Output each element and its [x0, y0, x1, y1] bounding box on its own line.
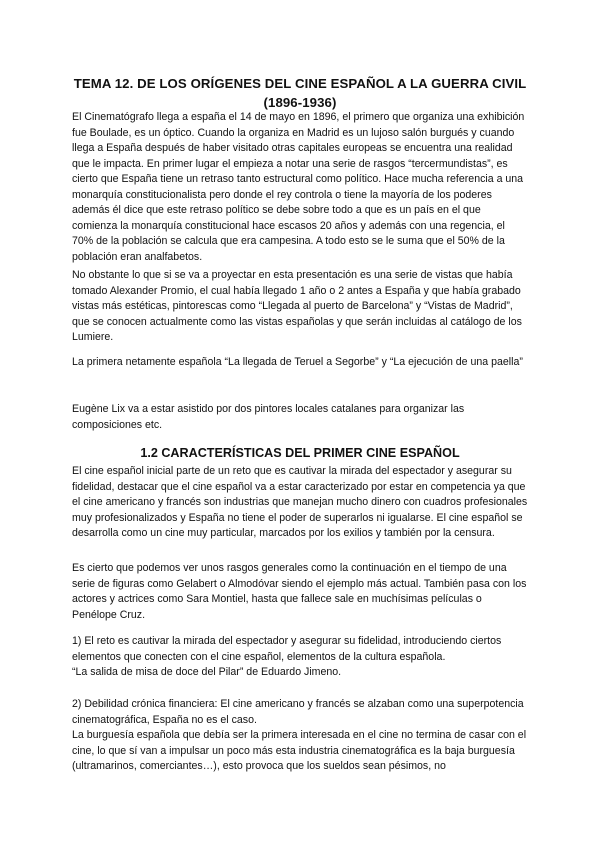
paragraph-burguesia: La burguesía española que debía ser la primera interesada en el cine no termina de casar con el cine, lo que sí van a impulsar un poco más esta industria cinematográfica es la baja burguesía (ultramarinos, comerciantes…), esto provoca que los sueldos sean pésimos, no	[72, 729, 527, 772]
section-heading: 1.2 CARACTERÍSTICAS DEL PRIMER CINE ESPAÑOL	[140, 446, 460, 460]
paragraph-reto: El cine español inicial parte de un reto que es cautivar la mirada del espectador y asegurar su fidelidad, destacar que el cine español va a estar caracterizado por estar en competencia ya que el cine americano y francés son industrias que manejan mucho dinero con cuadros profesionales muy profesionalizados y España no tiene el poder de superarlos ni igualarse. El cine español se desarrolla como un cine muy particular, marcados por los exilios y también por la censura.	[72, 465, 528, 539]
paragraph-intro: El Cinematógrafo llega a españa el 14 de mayo en 1896, el primero que organiza una exhibición fue Boulade, es un óptico. Cuando la organiza en Madrid es un lujoso salón burgués y cuando llega a España después de haber visitado otras capitales europeas se encuentra una realidad que le impacta. En primer lugar el empieza a notar una serie de rasgos “tercermundistas”, es cierto que España tiene un retraso tanto estructural como político. Hace mucha referencia a una monarquía constitucionalista pero donde el rey controla o tiene la mayoría de los poderes además él dice que este retraso político se debe sobre todo a que es un país en el que comienza la monarquía constitucional hace escasos 20 años y además con una regencia, el 70% de la población se calcula que era campesina. A todo esto se le suma que el 50% de la población eran analfabetos.	[72, 111, 525, 263]
paragraph-point-2: 2) Debilidad crónica financiera: El cine americano y francés se alzaban como una superpotencia cinematográfica, España no es el caso.	[72, 698, 524, 726]
page-title: TEMA 12. DE LOS ORÍGENES DEL CINE ESPAÑOL A LA GUERRA CIVIL (1896-1936)	[73, 76, 527, 110]
paragraph-promio: No obstante lo que si se va a proyectar en esta presentación es una serie de vistas que había tomado Alexander Promio, el cual había llegado 1 año o 2 antes a España y que había grabado vistas más estéticas, pintorescas como “Llegada al puerto de Barcelona” y “Vistas de Madrid”, que se conocen actualmente como las vistas españolas y que serán incluidas al catálogo de los Lumiere.	[72, 269, 522, 343]
paragraph-point-1: 1) El reto es cautivar la mirada del espectador y asegurar su fidelidad, introduciendo ciertos elementos que conecten con el cine español, elementos de la cultura española.	[72, 635, 502, 663]
paragraph-example-film: “La salida de misa de doce del Pilar” de Eduardo Jimeno.	[72, 666, 342, 678]
paragraph-lix: Eugène Lix va a estar asistido por dos pintores locales catalanes para organizar las composiciones etc.	[72, 403, 465, 431]
paragraph-first-films: La primera netamente española “La llegada de Teruel a Segorbe” y “La ejecución de una paella”	[72, 356, 523, 368]
paragraph-rasgos: Es cierto que podemos ver unos rasgos generales como la continuación en el tiempo de una serie de figuras como Gelabert o Almodóvar siendo el ejemplo más actual. También pasa con los actores y actrices como Sara Montiel, hasta que fallece sale en muchísimas películas o Penélope Cruz.	[72, 562, 527, 621]
